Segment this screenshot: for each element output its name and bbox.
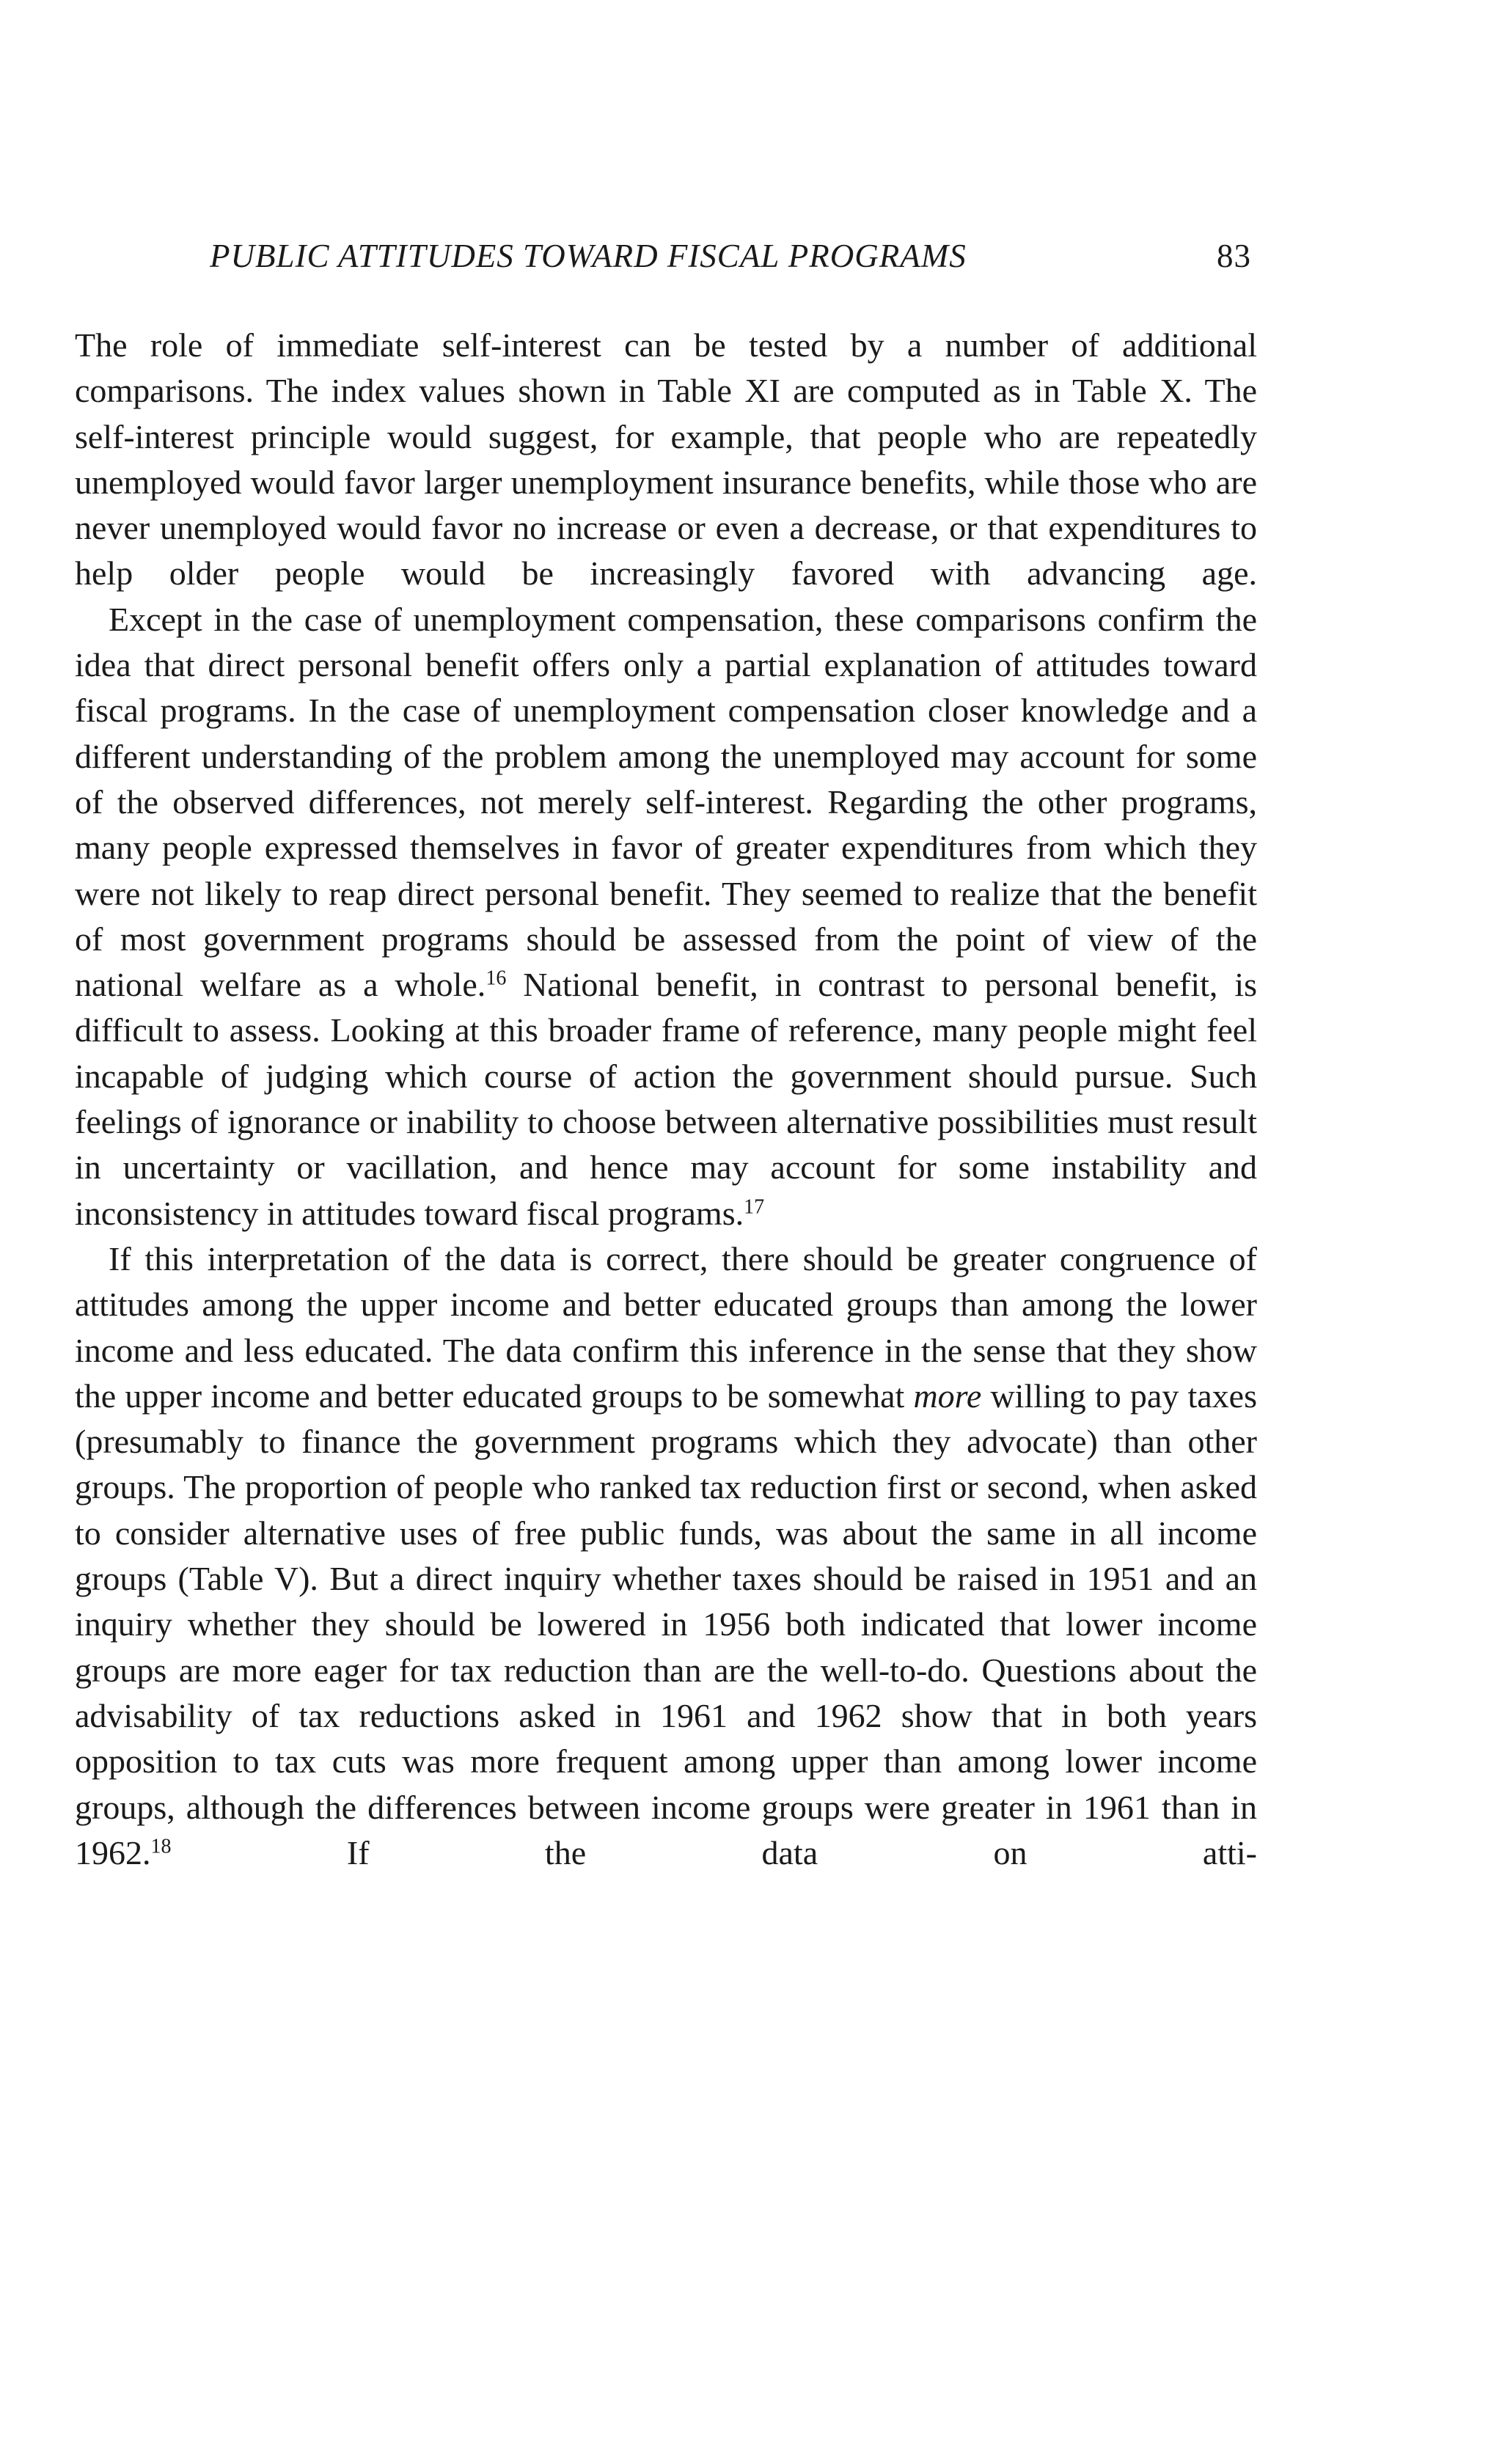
paragraph-2 <box>75 597 1257 1236</box>
footnote-ref-18: 18 <box>150 1835 172 1858</box>
paragraph-3-text-b: willing to pay taxes (presumably to finance the government programs which they advocate) than other groups. The proportion of people who ranked tax reduction first or second, when asked to consider alternative uses of free public funds, was about the same in all income groups (Table V). But a direct inquiry whether taxes should be raised in 1951 and an inquiry whether they should be lowered in 1956 both indicated that lower income groups are more eager for tax reduction than are the well-to-do. Questions about the advisability of tax reductions asked in 1961 and 1962 show that in both years opposition to tax cuts was more frequent among upper than among lower income groups, although the differences between income groups were greater in 1961 than in 1962. <box>75 1376 1257 1871</box>
footnote-ref-17: 17 <box>744 1195 765 1219</box>
emphasis-word: more <box>913 1376 982 1415</box>
paragraph-3-text-c: If the data on atti- <box>171 1833 1257 1871</box>
running-title: PUBLIC ATTITUDES TOWARD FISCAL PROGRAMS <box>210 238 967 274</box>
paragraph-2-text-a: Except in the case of unemployment compensation, these comparisons confirm the idea that direct personal benefit offers only a partial explanation of attitudes toward fiscal programs. In the case of unemployment compensation closer knowledge and a different understanding of the problem among the unemployed may account for some of the observed differences, not merely self-interest. Regarding the other programs, many people expressed themselves in favor of greater expenditures from which they were not likely to reap direct personal benefit. They seemed to realize that the benefit of most government programs should be assessed from the point of view of the national welfare as a whole. <box>75 600 1257 1004</box>
paragraph-1-text: The role of immediate self-interest can be tested by a number of additional comparisons. The index values shown in Table XI are computed as in Table X. The self-interest principle would suggest, for example, that people who are repeatedly unemployed would favor larger unemployment insurance benefits, while those who are never unemployed would favor no increase or even a decrease, or that expenditures to help older people would be increasingly favored with advancing age. <box>75 326 1257 593</box>
page-number: 83 <box>1217 238 1251 274</box>
running-head <box>210 237 1251 281</box>
paragraph-2-text-b: National benefit, in contrast to personal benefit, is difficult to assess. Looking at this broader frame of reference, many people might feel incapable of judging which course of action the government should pursue. Such feelings of ignorance or inability to choose between alternative possibilities must result in uncertainty or vacillation, and hence may account for some instability and inconsistency in attitudes toward fiscal programs. <box>75 966 1258 1232</box>
body-text <box>75 323 1257 1876</box>
footnote-ref-16: 16 <box>486 967 507 990</box>
paragraph-3-text-a: If this interpretation of the data is correct, there should be greater congruence of attitudes among the upper income and better educated groups than among the lower income and less educated. The data confirm this inference in the sense that they show the upper income and better educated groups to be somewhat <box>75 1239 1257 1415</box>
paragraph-3 <box>75 1236 1257 1876</box>
paragraph-1 <box>75 323 1257 597</box>
